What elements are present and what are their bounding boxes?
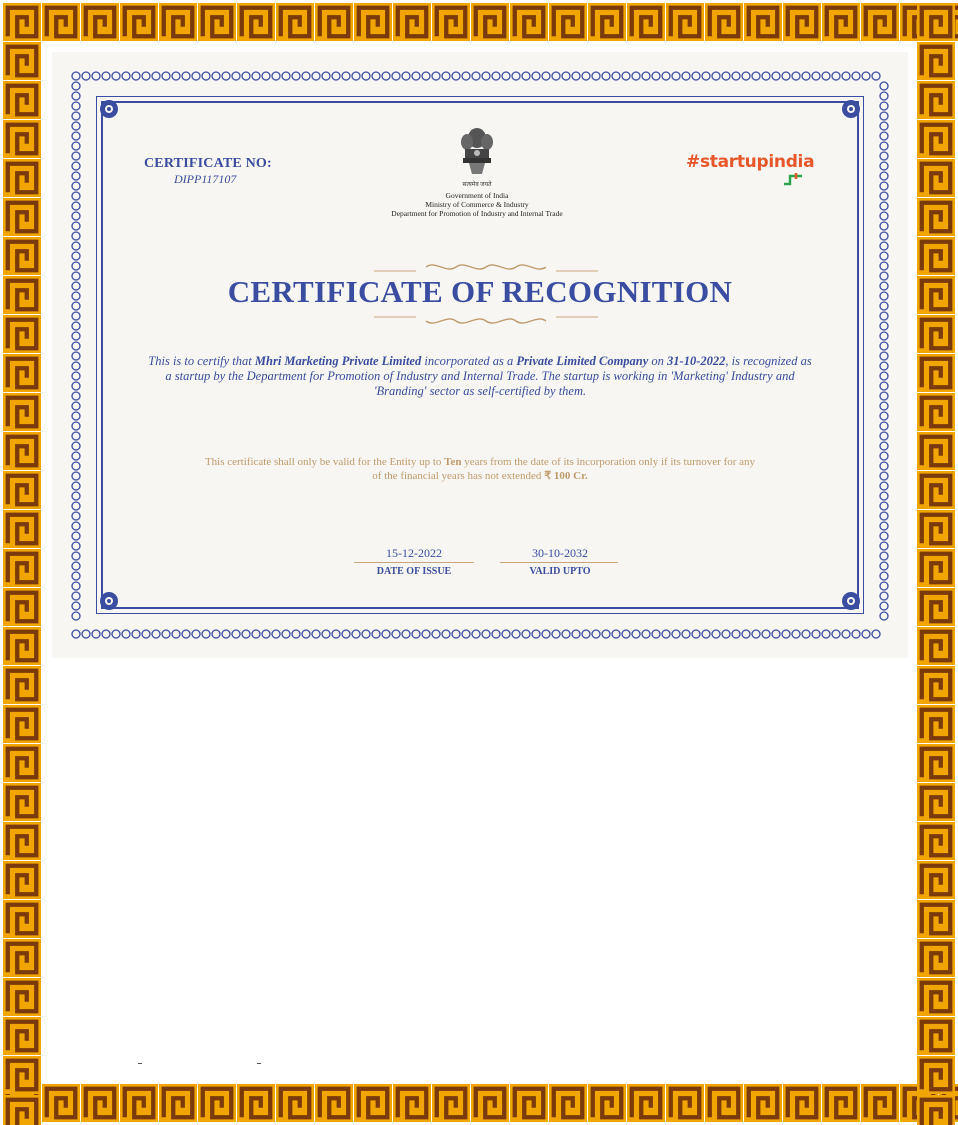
gov-line: Department for Promotion of Industry and Internal Trade (391, 209, 563, 218)
decorative-frame-right (914, 0, 958, 1125)
corner-ornament (100, 100, 118, 118)
certificate-title: CERTIFICATE OF RECOGNITION (227, 274, 733, 309)
startupindia-logo: #startupindia (686, 152, 815, 172)
emblem-motto: सत्यमेव जयते (462, 182, 492, 188)
issuing-authority (352, 191, 602, 218)
startupindia-mark-icon (782, 172, 804, 186)
divider (354, 562, 474, 563)
corner-ornament (100, 592, 118, 610)
corner-ornament (842, 592, 860, 610)
valid-upto-label: VALID UPTO (529, 566, 591, 577)
decorative-frame-bottom (0, 1081, 958, 1125)
valid-upto-date: 30-10-2032 (532, 546, 588, 560)
gov-line: Government of India (445, 191, 509, 200)
national-emblem-icon (455, 122, 499, 184)
gov-line: Ministry of Commerce & Industry (425, 200, 529, 209)
issue-date-label: DATE OF ISSUE (376, 566, 452, 577)
divider (500, 562, 618, 563)
title-flourish-top (374, 260, 598, 274)
decorative-frame-left (0, 0, 44, 1125)
certificate-card (52, 52, 908, 658)
incorporation-date: 31-10-2022 (667, 354, 726, 368)
divider (138, 1063, 142, 1064)
corner-ornament (842, 100, 860, 118)
validity-statement: This certificate shall only be valid for the Entity up to Ten years from the date of its incorporation only if its turnover for any of the financial years has not extended ₹ 100 Cr. (204, 456, 756, 482)
certificate-number-label: CERTIFICATE NO: (144, 156, 272, 171)
company-type: Private Limited Company (516, 354, 649, 368)
issue-date: 15-12-2022 (386, 546, 442, 560)
company-name: Mhri Marketing Private Limited (254, 354, 422, 368)
title-flourish-bottom (374, 314, 598, 328)
certification-statement: This is to certify that Mhri Marketing Private Limited incorporated as a Private Limited Company on 31-10-2022, is recognized as a startup by the Department for Promotion of Industry and Internal Trade. The startup is working in 'Marketing' Industry and 'Branding' sector as self-certified by them. (148, 354, 812, 398)
divider (257, 1063, 261, 1064)
certificate-number: DIPP117107 (174, 172, 237, 186)
decorative-frame-top (0, 0, 958, 44)
